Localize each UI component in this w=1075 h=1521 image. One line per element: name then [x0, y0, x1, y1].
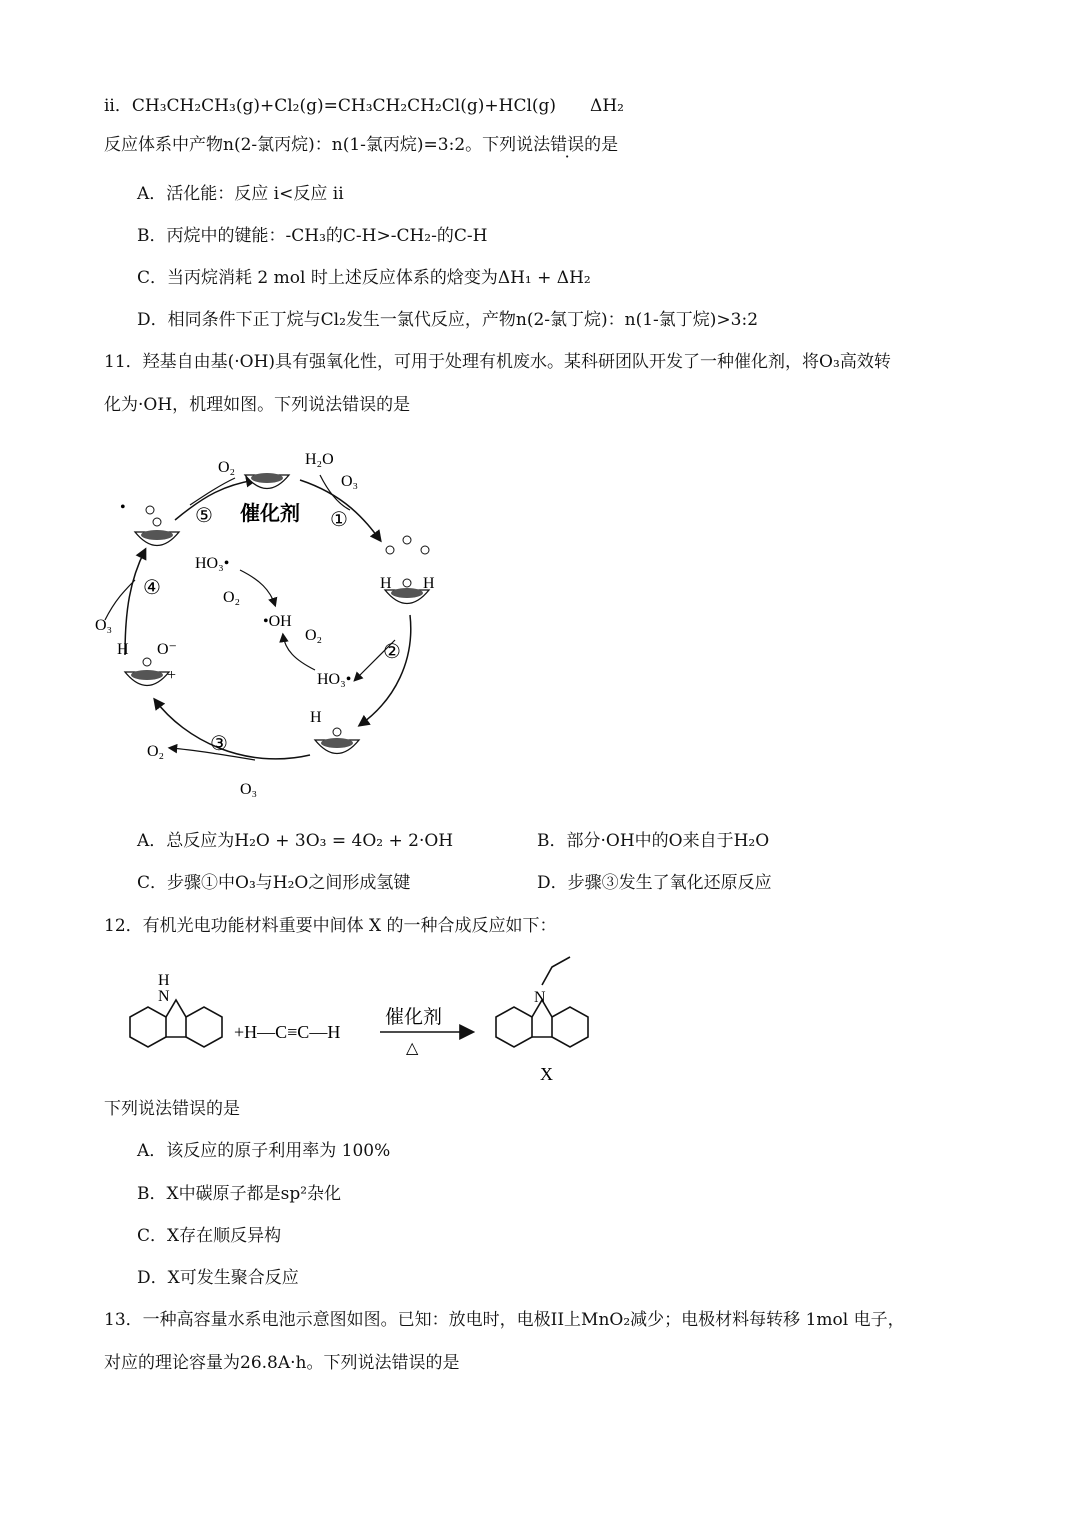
- q10-option-b: B．丙烷中的键能：-CH₃的C-H>-CH₂-的C-H: [137, 226, 488, 246]
- product-n: N: [534, 989, 546, 1006]
- label-oh-inner: •OH: [263, 613, 292, 630]
- q10-option-a: A．活化能：反应 i<反应 ii: [137, 184, 344, 204]
- cycle-arc-4: [125, 550, 145, 655]
- label-radical-dot: •: [120, 499, 126, 516]
- catalyst-bowl-left: [125, 670, 169, 686]
- step-3: ③: [210, 733, 228, 755]
- label-o2-top: O₂: [218, 459, 236, 476]
- step-1: ①: [330, 509, 348, 531]
- catalyst-bowl-top: [245, 473, 289, 489]
- q10-stem-suffix: 的是: [584, 135, 619, 155]
- q11-option-a: A．总反应为H₂O + 3O₃ = 4O₂ + 2·OH: [137, 831, 454, 851]
- q12-question: 下列说法错误的是: [104, 1099, 240, 1119]
- q10-stem-ratio: n(2-氯丙烷)：n(1-氯丙烷)=3:2。下列说法: [223, 135, 551, 155]
- label-o2-inner: O₂: [223, 589, 241, 606]
- q13-stem-line2: 对应的理论容量为26.8A·h。下列说法错误的是: [104, 1353, 460, 1373]
- carbazole-structure: [130, 1000, 222, 1047]
- catalyst-bowl-upper-left: [135, 530, 179, 546]
- q12-stem: 12．有机光电功能材料重要中间体 X 的一种合成反应如下：: [104, 916, 557, 936]
- cycle-arc-2: [360, 615, 411, 725]
- q11-stem-line1: 11．羟基自由基(·OH)具有强氧化性，可用于处理有机废水。某科研团队开发了一种催化剂，将O₃高效转: [104, 352, 891, 372]
- label-o3-bottom: O₃: [240, 781, 258, 798]
- q10-stem: [104, 133, 618, 157]
- q10-option-c: C．当丙烷消耗 2 mol 时上述反应体系的焓变为ΔH₁ + ΔH₂: [137, 268, 591, 288]
- mechanism-diagram: [95, 440, 465, 810]
- q13-stem-line1: 13．一种高容量水系电池示意图如图。已知：放电时，电极II上MnO₂减少；电极材料每转移 1mol 电子，: [104, 1310, 905, 1330]
- q10-stem-key: 错误: [550, 135, 585, 155]
- q11-option-d: D．步骤③发生了氧化还原反应: [537, 873, 772, 893]
- step-5: ⑤: [195, 505, 213, 527]
- step-4: ④: [143, 577, 161, 599]
- label-o2-inner-2: O₂: [305, 627, 323, 644]
- q11-stem-line2: 化为·OH，机理如图。下列说法错误的是: [104, 395, 411, 415]
- label-ominus: O⁻: [157, 641, 177, 658]
- reaction-ii: ii．CH₃CH₂CH₃(g)+Cl₂(g)=CH₃CH₂CH₂Cl(g)+HCl(g) ΔH₂: [104, 96, 624, 116]
- step-2: ②: [383, 641, 401, 663]
- reactant-n: N: [158, 988, 170, 1005]
- o2-release-5: [190, 478, 235, 505]
- q12-option-a: A．该反应的原子利用率为 100%: [137, 1141, 391, 1161]
- label-plus: +: [167, 667, 177, 684]
- label-o3-left: O₃: [95, 617, 113, 634]
- q12-option-c: C．X存在顺反异构: [137, 1226, 282, 1246]
- acetylene-label: +H—C≡C—H: [234, 1022, 341, 1042]
- label-h-left-bowl: H: [117, 641, 129, 658]
- q10-stem-prefix: 反应体系中产物: [104, 135, 223, 155]
- reaction-scheme: [100, 955, 620, 1090]
- label-o3-top: O₃: [341, 473, 359, 490]
- q11-option-b: B．部分·OH中的O来自于H₂O: [537, 831, 770, 851]
- catalyst-bowl-bottom: [315, 738, 359, 754]
- product-x: X: [540, 1064, 553, 1084]
- q10-option-d: D．相同条件下正丁烷与Cl₂发生一氯代反应，产物n(2-氯丁烷)：n(1-氯丁烷)>3:2: [137, 310, 759, 330]
- label-ho3-inner-top: HO₃•: [195, 555, 230, 572]
- o3-in-4: [105, 580, 135, 620]
- cycle-arc-3: [155, 700, 310, 759]
- q11-option-c: C．步骤①中O₃与H₂O之间形成氢键: [137, 873, 411, 893]
- label-h-bottom: H: [310, 709, 322, 726]
- q12-option-b: B．X中碳原子都是sp²杂化: [137, 1184, 342, 1204]
- catalyst-label: 催化剂: [240, 503, 300, 525]
- inner-arrow-1: [240, 570, 275, 605]
- catalyst-label-2: 催化剂: [385, 1007, 443, 1028]
- label-o2-bottom: O₂: [147, 743, 165, 760]
- label-h2o: H₂O: [305, 451, 334, 468]
- label-h-left: H: [380, 575, 392, 592]
- label-h-right: H: [423, 575, 435, 592]
- q12-option-d: D．X可发生聚合反应: [137, 1268, 299, 1288]
- label-ho3-inner-bottom: HO₃•: [317, 671, 352, 688]
- heat-label: △: [406, 1040, 419, 1057]
- reactant-h: H: [158, 972, 170, 989]
